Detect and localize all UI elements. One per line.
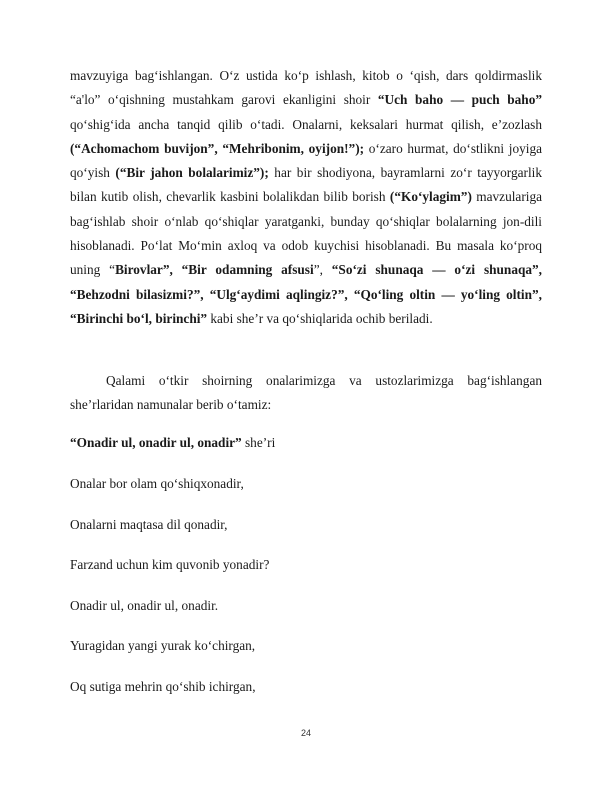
poem-title-bold: “Onadir ul, onadir ul, onadir” [70,435,242,450]
bold-title-koylagim: (“Ko‘ylagim”) [389,189,472,205]
body-paragraph-2: Qalami o‘tkir shoirning onalarimizga va ustozlarimizga bag‘ishlangan she’rlaridan namunalar berib o‘tamiz: [70,373,542,413]
bold-title-birovlar: Birovlar”, “Bir odamning afsusi [115,262,314,278]
body-paragraph-1 [70,64,542,331]
poem-line: Farzand uchun kim quvonib yonadir? [70,557,270,572]
poem-line: Onalarni maqtasa dil qonadir, [70,517,228,532]
poem-title [70,434,275,452]
text-run: ”, [313,262,332,278]
text-run: mavzulariga bag‘ishlab shoir o‘nlab qo‘shiqlar yaratganki, bunday qo‘shiqlar bolalarning jon-dili hisoblanadi. Po‘lat Mo‘min axloq va odob kuychisi hisoblanadi. Bu masala ko‘proq uning “ [70,189,542,278]
text-run: kabi she’r va qo‘shiqlarida ochib beriladi. [207,310,433,326]
bold-title-bir-jahon: (“Bir jahon bolalarimiz”); [115,165,269,181]
bold-title-list: “So‘zi shunaqa — o‘zi shunaqa”, “Behzodni bilasizmi?”, “Ulg‘aydimi aqlingiz?”, “Qo‘ling oltin — yo‘ling oltin”, “Birinchi bo‘l, birinchi” [70,262,542,326]
poem-line: Onadir ul, onadir ul, onadir. [70,598,219,613]
text-run: har bir shodiyona, bayramlarni zo‘r tayyorgarlik bilan kutib olish, chevarlik kasbini bolalikdan bilib borish [70,165,543,205]
text-run: qo‘shig‘ida ancha tanqid qilib o‘tadi. Onalarni, keksalari hurmat qilish, e’zozlash [70,116,542,132]
poem-title-suffix: she’ri [241,435,276,450]
poem-line: Onalar bor olam qo‘shiqxonadir, [70,476,244,491]
poem-line: Yuragidan yangi yurak ko‘chirgan, [70,638,256,653]
text-run: mavzuyiga bag‘ishlangan. O‘z ustida ko‘p ishlash, kitob o ‘qish, dars qoldirmaslik “a'lo” o‘qishning mustahkam garovi ekanligini shoir [70,68,542,108]
text-run: o‘zaro hurmat, do‘stlikni joyiga qo‘yish [70,140,542,181]
bold-title-uch-baho: “Uch baho — puch baho” [377,92,542,108]
bold-title-achomachom: (“Achomachom buvijon”, “Mehribonim, oyijon!”); [70,140,365,156]
page-number: 24 [300,728,311,738]
poem-line: Oq sutiga mehrin qo‘shib ichirgan, [70,679,256,694]
